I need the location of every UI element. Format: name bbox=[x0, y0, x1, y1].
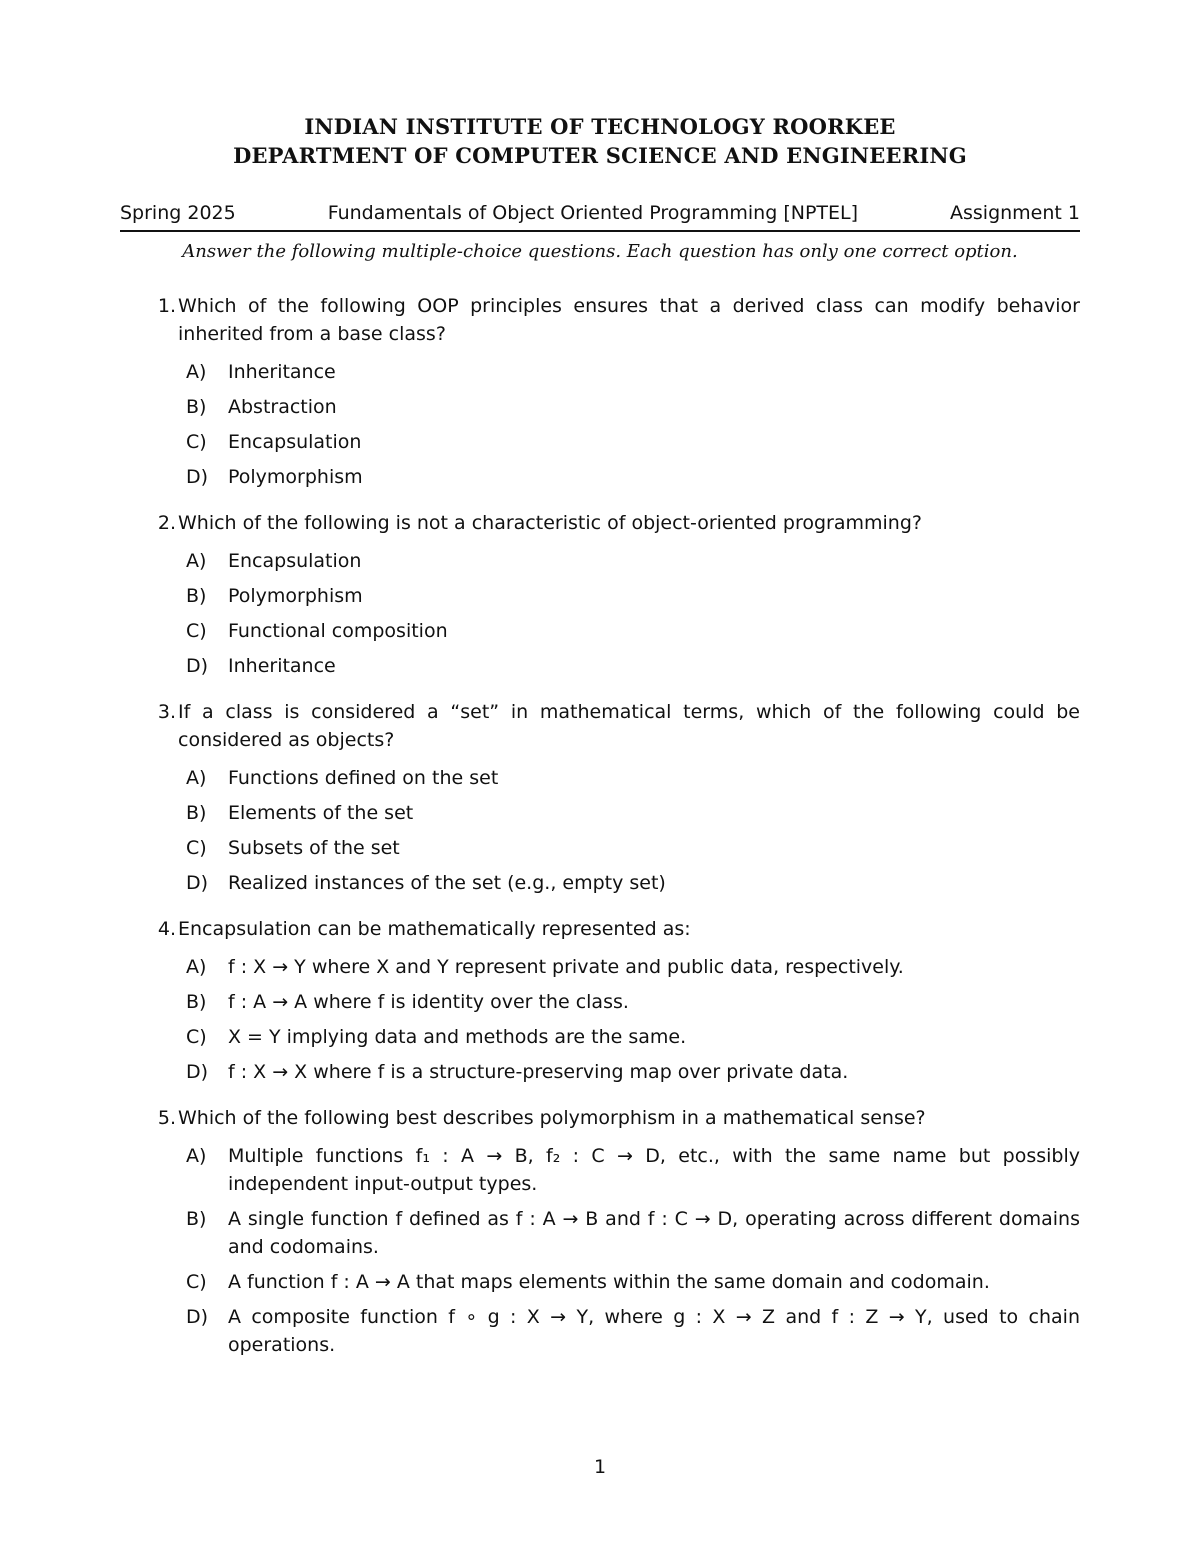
option-label: D) bbox=[186, 655, 209, 677]
answer-option bbox=[120, 953, 1080, 981]
option-label: A) bbox=[186, 550, 207, 572]
option-label: A) bbox=[186, 956, 207, 978]
option-label: D) bbox=[186, 466, 209, 488]
answer-option bbox=[120, 1058, 1080, 1086]
option-label: B) bbox=[186, 991, 207, 1013]
option-label: C) bbox=[186, 1026, 207, 1048]
answer-option bbox=[120, 652, 1080, 680]
answer-option bbox=[120, 764, 1080, 792]
option-label: A) bbox=[186, 1145, 207, 1167]
option-text: A single function f defined as f : A → B and f : C → D, operating across different domains and codomains. bbox=[228, 1208, 1080, 1258]
option-text: Realized instances of the set (e.g., empty set) bbox=[228, 872, 666, 894]
question-number: 1. bbox=[157, 295, 176, 317]
institute-name: INDIAN INSTITUTE OF TECHNOLOGY ROORKEE bbox=[304, 114, 896, 139]
option-label: B) bbox=[186, 1208, 207, 1230]
option-text: Polymorphism bbox=[228, 585, 363, 607]
option-label: B) bbox=[186, 585, 207, 607]
option-label: C) bbox=[186, 620, 207, 642]
assignment-label: Assignment 1 bbox=[950, 202, 1080, 224]
option-label: A) bbox=[186, 361, 207, 383]
option-text: X = Y implying data and methods are the same. bbox=[228, 1026, 687, 1048]
option-text: Abstraction bbox=[228, 396, 337, 418]
option-label: B) bbox=[186, 396, 207, 418]
answer-option bbox=[120, 1142, 1080, 1198]
term-label: Spring 2025 bbox=[120, 202, 236, 224]
question-text: Encapsulation can be mathematically represented as: bbox=[178, 918, 691, 940]
answer-option bbox=[120, 463, 1080, 491]
option-label: D) bbox=[186, 1061, 209, 1083]
option-text: f : X → Y where X and Y represent private and public data, respectively. bbox=[228, 956, 904, 978]
answer-option bbox=[120, 617, 1080, 645]
question-number: 2. bbox=[157, 512, 176, 534]
option-text: A composite function f ∘ g : X → Y, where g : X → Z and f : Z → Y, used to chain operations. bbox=[228, 1306, 1080, 1356]
option-text: Encapsulation bbox=[228, 431, 362, 453]
option-label: D) bbox=[186, 1306, 209, 1328]
option-label: B) bbox=[186, 802, 207, 824]
answer-option bbox=[120, 1205, 1080, 1261]
question-item bbox=[120, 292, 1080, 491]
option-label: D) bbox=[186, 872, 209, 894]
answer-option bbox=[120, 988, 1080, 1016]
option-list bbox=[120, 953, 1080, 1086]
option-list bbox=[120, 1142, 1080, 1359]
answer-option bbox=[120, 834, 1080, 862]
answer-option bbox=[120, 1303, 1080, 1359]
answer-option bbox=[120, 428, 1080, 456]
document-header bbox=[120, 112, 1080, 170]
answer-option bbox=[120, 869, 1080, 897]
question-text: Which of the following OOP principles ensures that a derived class can modify behavior inherited from a base class? bbox=[178, 295, 1080, 345]
instructions-text: Answer the following multiple-choice questions. Each question has only one correct option. bbox=[182, 241, 1018, 262]
question-text: Which of the following is not a characteristic of object-oriented programming? bbox=[178, 512, 922, 534]
option-text: Multiple functions f₁ : A → B, f₂ : C → D, etc., with the same name but possibly independent input-output types. bbox=[228, 1145, 1080, 1195]
option-text: f : X → X where f is a structure-preserving map over private data. bbox=[228, 1061, 849, 1083]
option-text: A function f : A → A that maps elements within the same domain and codomain. bbox=[228, 1271, 990, 1293]
page-number: 1 bbox=[593, 1456, 607, 1478]
option-text: Polymorphism bbox=[228, 466, 363, 488]
option-label: A) bbox=[186, 767, 207, 789]
option-text: Elements of the set bbox=[228, 802, 414, 824]
department-name: DEPARTMENT OF COMPUTER SCIENCE AND ENGINEERING bbox=[233, 143, 967, 168]
option-list bbox=[120, 764, 1080, 897]
answer-option bbox=[120, 582, 1080, 610]
course-info-row bbox=[120, 198, 1080, 232]
question-text: If a class is considered a “set” in mathematical terms, which of the following could be considered as objects? bbox=[178, 701, 1080, 751]
option-text: Encapsulation bbox=[228, 550, 362, 572]
question-item bbox=[120, 698, 1080, 897]
question-item bbox=[120, 509, 1080, 680]
question-text: Which of the following best describes polymorphism in a mathematical sense? bbox=[178, 1107, 926, 1129]
option-text: Functional composition bbox=[228, 620, 448, 642]
question-number: 3. bbox=[157, 701, 176, 723]
answer-option bbox=[120, 1268, 1080, 1296]
document-page bbox=[120, 0, 1080, 1553]
option-text: Subsets of the set bbox=[228, 837, 400, 859]
option-text: Inheritance bbox=[228, 361, 336, 383]
question-number: 5. bbox=[157, 1107, 176, 1129]
option-text: f : A → A where f is identity over the class. bbox=[228, 991, 629, 1013]
option-label: C) bbox=[186, 1271, 207, 1293]
question-item bbox=[120, 1104, 1080, 1359]
option-label: C) bbox=[186, 431, 207, 453]
answer-option bbox=[120, 393, 1080, 421]
option-list bbox=[120, 547, 1080, 680]
option-label: C) bbox=[186, 837, 207, 859]
course-title: Fundamentals of Object Oriented Programming [NPTEL] bbox=[327, 202, 859, 224]
option-list bbox=[120, 358, 1080, 491]
option-text: Functions defined on the set bbox=[228, 767, 499, 789]
question-item bbox=[120, 915, 1080, 1086]
answer-option bbox=[120, 547, 1080, 575]
answer-option bbox=[120, 799, 1080, 827]
answer-option bbox=[120, 1023, 1080, 1051]
option-text: Inheritance bbox=[228, 655, 336, 677]
question-list bbox=[120, 292, 1080, 1377]
question-number: 4. bbox=[157, 918, 176, 940]
answer-option bbox=[120, 358, 1080, 386]
